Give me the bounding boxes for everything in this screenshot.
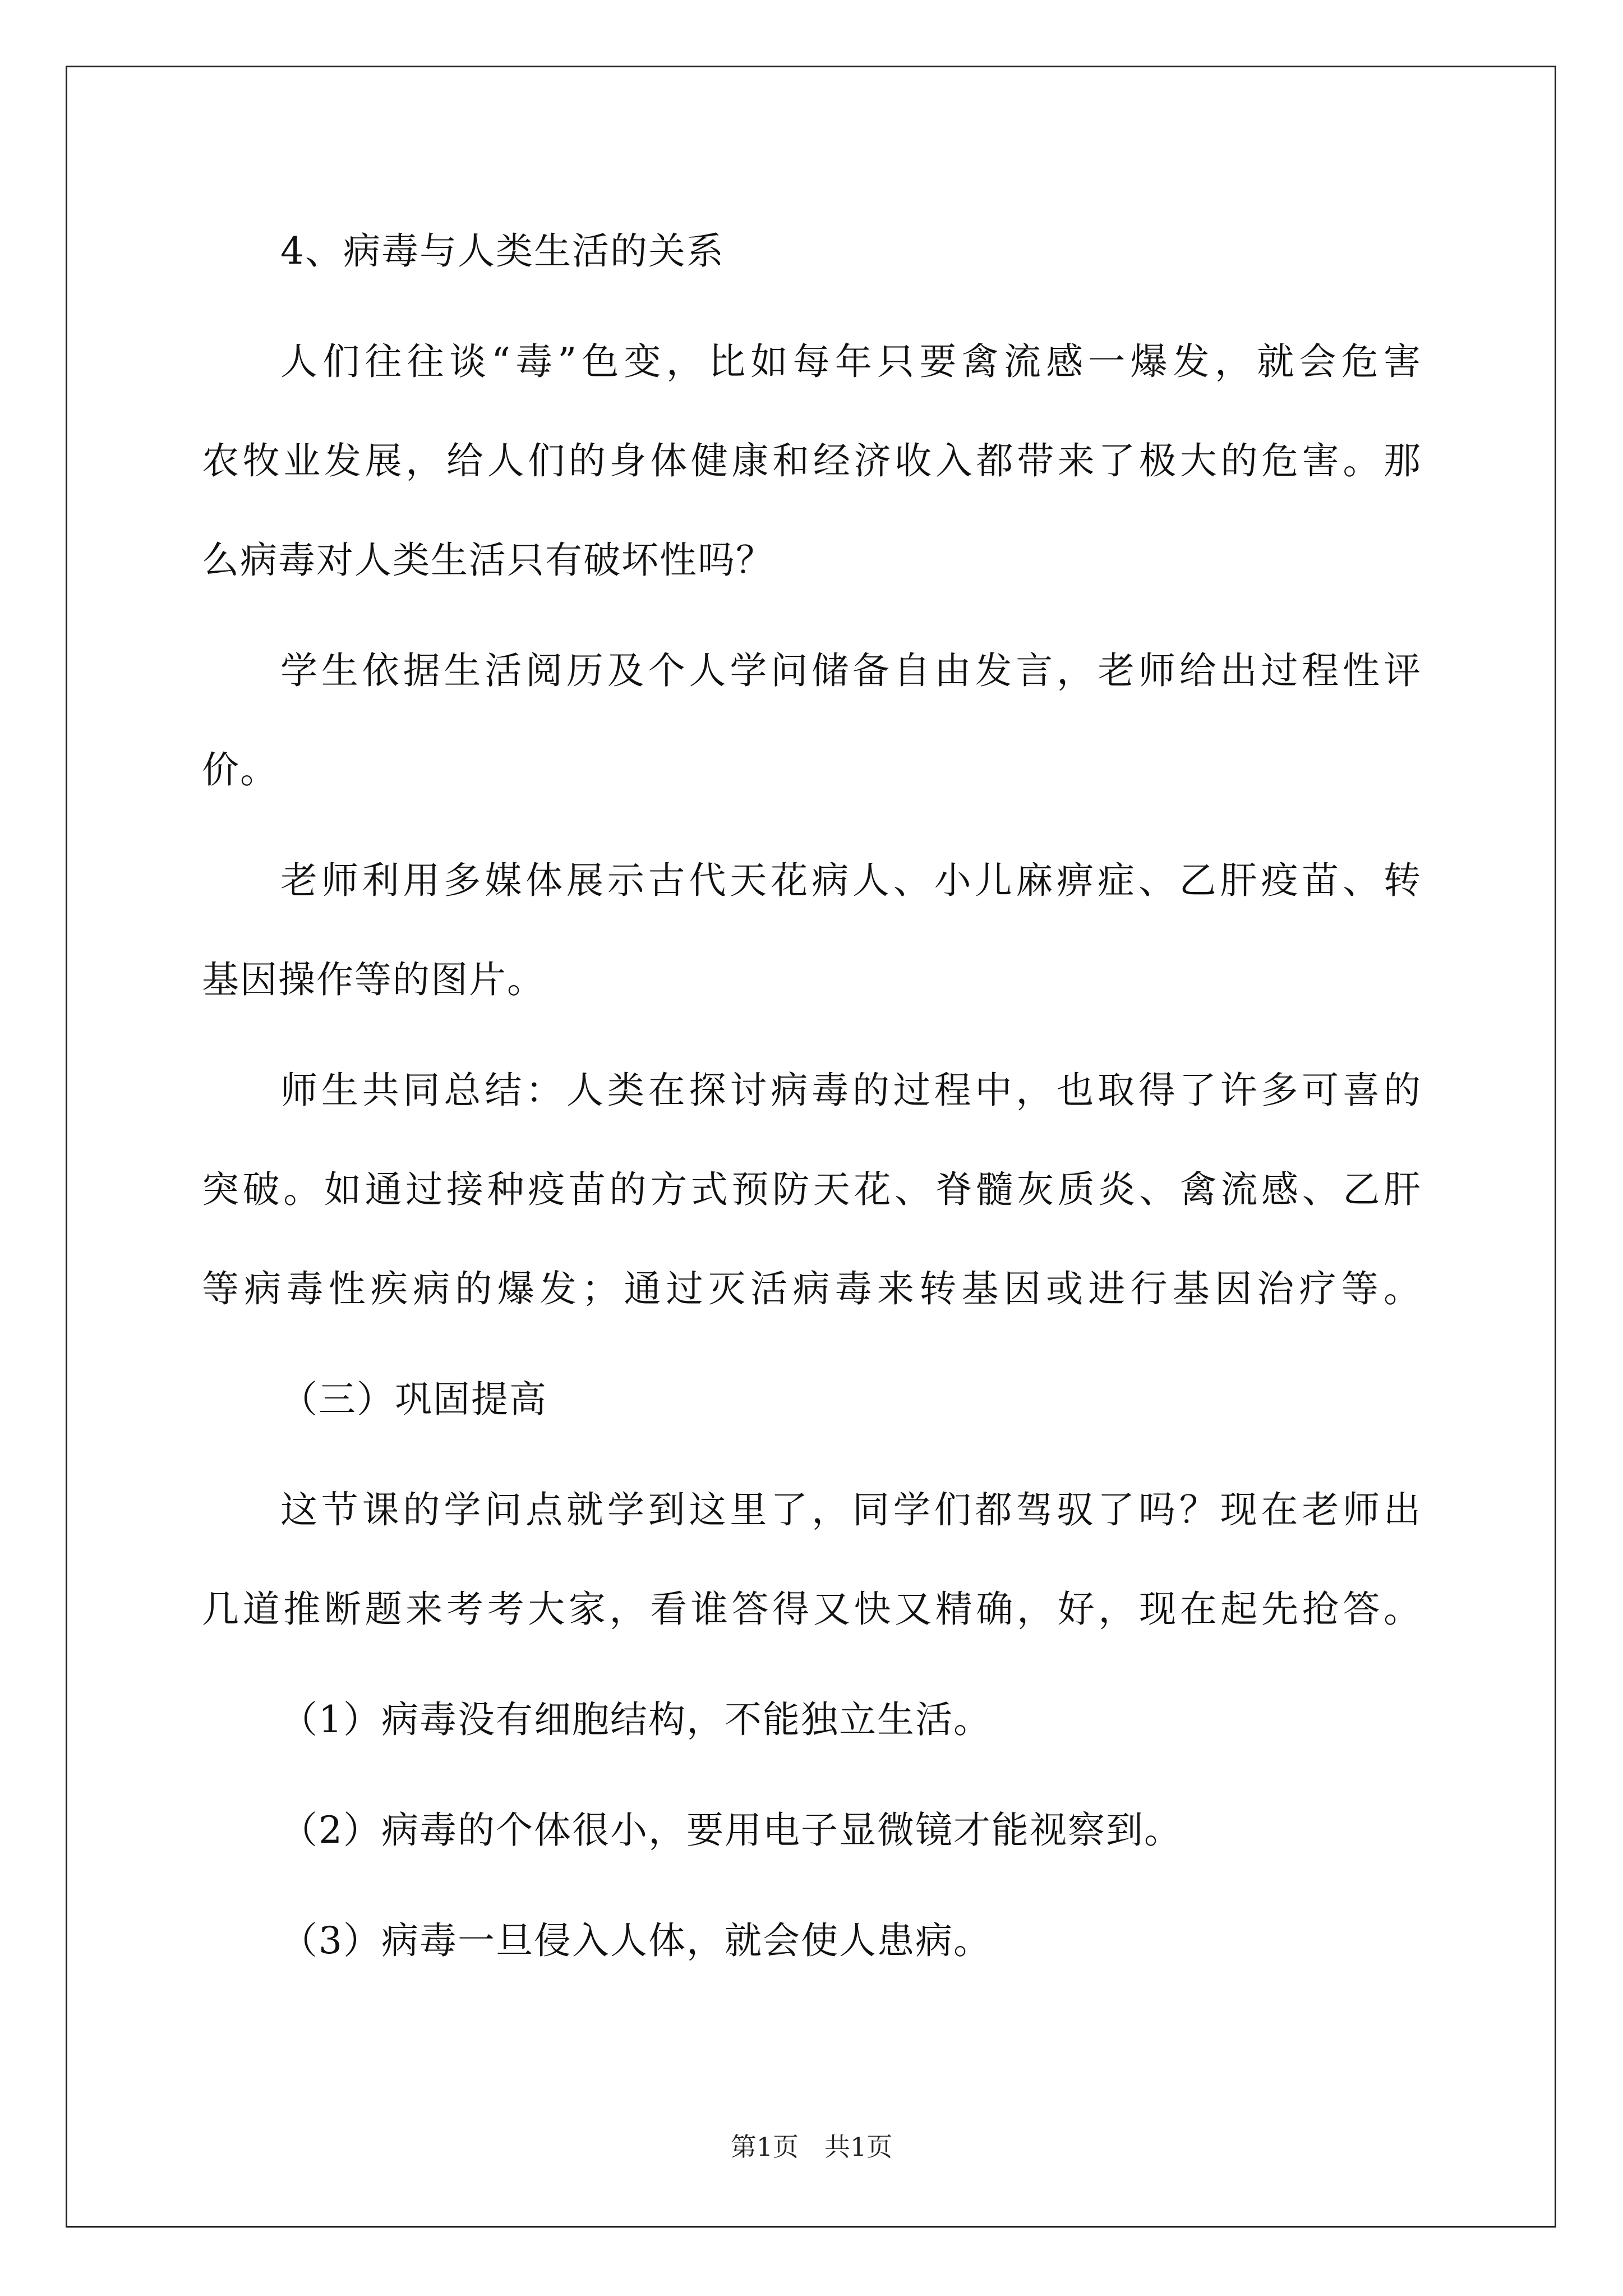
paragraph-line: 等病毒性疾病的爆发；通过灭活病毒来转基因或进行基因治疗等。 [202,1267,1422,1310]
page-border [66,66,1556,2228]
paragraph-line: 老师利用多媒体展示古代天花病人、小儿麻痹症、乙肝疫苗、转 [280,859,1422,902]
paragraph-line: 几道推断题来考考大家，看谁答得又快又精确，好，现在起先抢答。 [202,1588,1422,1631]
paragraph-line: 突破。如通过接种疫苗的方式预防天花、脊髓灰质炎、禽流感、乙肝 [202,1168,1422,1211]
paragraph-line: 么病毒对人类生活只有破坏性吗？ [202,539,774,582]
question-item: （2）病毒的个体很小，要用电子显微镜才能视察到。 [280,1809,1182,1852]
paragraph-line: 人们往往谈“毒”色变，比如每年只要禽流感一爆发，就会危害 [280,340,1422,383]
paragraph-line: 学生依据生活阅历及个人学问储备自由发言，老师给出过程性评 [280,649,1422,692]
subsection-heading: （三）巩固提高 [280,1378,547,1421]
paragraph-line: 师生共同总结：人类在探讨病毒的过程中，也取得了许多可喜的 [280,1069,1422,1112]
page-number: 第1页 共1页 [730,2132,893,2162]
paragraph-line: 基因操作等的图片。 [202,958,545,1001]
paragraph-line: 价。 [202,748,278,792]
question-item: （1）病毒没有细胞结构，不能独立生活。 [280,1698,992,1741]
paragraph-line: 这节课的学问点就学到这里了，同学们都驾驭了吗？现在老师出 [280,1488,1422,1531]
question-item: （3）病毒一旦侵入人体，就会使人患病。 [280,1919,992,1962]
paragraph-line: 农牧业发展，给人们的身体健康和经济收入都带来了极大的危害。那 [202,439,1422,482]
section-heading: 4、病毒与人类生活的关系 [280,229,725,273]
